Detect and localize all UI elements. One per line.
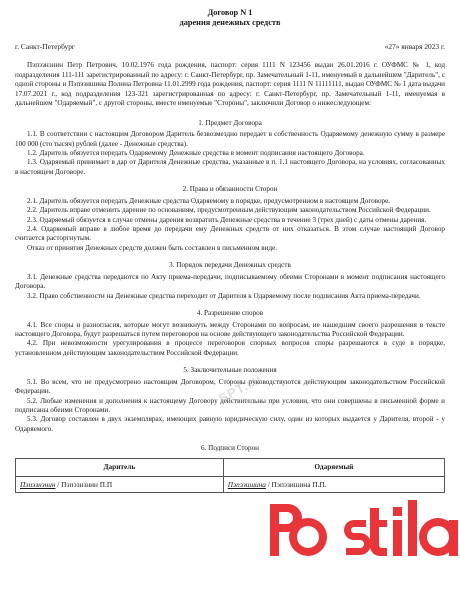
section-paragraph: 2.1. Даритель обязуется передать Денежные средства Одаряемому в порядке, предусмотренном в настоящем Договоре. — [27, 196, 391, 205]
donee-signature: Пэпэзишина — [227, 480, 266, 490]
section-heading: 3. Порядок передачи Денежных средств — [169, 261, 291, 270]
section-paragraph: Отказ от принятия Денежных средств должен быть составлен в письменном виде. — [27, 243, 278, 252]
section-paragraph: 1.2. Даритель обязуется передать Одаряемому Денежные средства в момент подписания настоящего Договора. — [27, 148, 365, 157]
section-heading: 1. Предмет Договора — [198, 118, 262, 127]
postila-logo — [262, 480, 460, 602]
donee-name: / Пэпэзишина П.П. — [265, 480, 327, 490]
section-paragraph: 4.1. Все споры и разногласия, которые могут возникнуть между Сторонами по вопросам, не нашедшим своего разрешения в тексте настоящего Договора, будут разрешаться путем переговоров на основе действующего законодательства Российской Федерации. — [15, 320, 445, 338]
section-heading: 4. Разрешение споров — [196, 309, 264, 318]
section-paragraph: 1.3. Одаряемый принимает в дар от Дарителя Денежные средства, указанные в п. 1.1 настоящего Договора, на условиях, согласованных в настоящем Договоре. — [15, 158, 445, 176]
donor-header: Даритель — [16, 458, 224, 476]
sections — [15, 119, 445, 435]
donor-signature-cell — [16, 476, 224, 492]
section-paragraph: 2.4. Одаряемый вправе в любое время до передачи ему Денежных средств от них отказаться. В этом случае настоящий Договор считается расторгнутым. — [15, 225, 445, 243]
section-paragraph: 1.1. В соответствии с настоящим Договором Даритель безвозмездно передает в собственность Одаряемому денежную сумму в размере 100 000 (сто тысяч) рублей (далее - Денежные средства). — [15, 130, 445, 148]
section-paragraph: 3.1. Денежные средства передаются по Акту приема-передачи, подписываемому обеими Сторонами в момент подписания настоящего Договора. — [15, 272, 445, 291]
document-title: Договор N 1 — [207, 8, 253, 17]
section-paragraph: 5.3. Договор составлен в двух экземплярах, имеющих равную юридическую силу, один из которых выдается у Дарителя, второй - у Одаряемого. — [15, 415, 445, 433]
section-paragraph: 2.3. Одаряемый обязуется в случае отмены дарения возвратить Денежные средства в течение 3 (трех дней) с даты отмены дарения. — [27, 215, 427, 224]
section-heading: 5. Заключительные положения — [183, 366, 277, 375]
city-date-line — [15, 42, 445, 52]
signatures-heading: 6. Подписи Сторон — [201, 444, 259, 453]
donor-name: / Пэпэзнзнин П.П — [55, 480, 113, 490]
document-subtitle: дарения денежных средств — [179, 18, 281, 28]
section-paragraph: 5.1. Во всем, что не предусмотрено настоящим Договором, Стороны руководствуются действующим законодательством Российской Федерации. — [15, 377, 445, 396]
city: г. Санкт-Петербург — [15, 41, 75, 51]
section-heading: 2. Права и обязанности Сторон — [182, 185, 278, 194]
section-paragraph: 4.2. При невозможности урегулирования в процессе переговоров спорных вопросов споры разрешаются в суде в порядке, установленном действующим законодательством Российской Федерации. — [15, 339, 445, 357]
contract-date: «27» января 2023 г. — [384, 41, 445, 51]
watermark: SPT.ru — [215, 370, 265, 406]
section-paragraph: 5.2. Любые изменения и дополнения к настоящему Договору действительны при условии, что они совершены в письменной форме и подписаны обеими Сторонами. — [15, 396, 445, 415]
section-paragraph: 2.2. Даритель вправе отменить дарение по основаниям, предусмотренным действующим законодательством Российской Федерации. — [27, 206, 431, 215]
section-paragraph: 3.2. Право собственности на Денежные средства переходит от Дарителя к Одаряемому после подписания Акта приема-передачи. — [27, 291, 421, 300]
intro-paragraph: Пэпэзнзнин Петр Петрович, 10.02.1976 года рождения, паспорт: серия 1111 N 123456 выдан 26.01.2016 г. ОУФМС № 1, код подразделения 111-111 зарегистрированный по адресу: г. Санкт-Петербург, пр. Замечательный 1-11, именуемый в дальнейшем "Даритель", с одной стороны и Пэпэзишина Полина Петровна 11.01.2999 года рождения, паспорт: серия 1111 N 11111111, выдан ОУФМС № 1 дата выдачи 17.07.2021 г., код подразделения 123-321 зарегистрированная по адресу: г. Санкт-Петербург, пр. Замечательный 1-11, именуемая в дальнейшем "Одаряемый", с другой стороны, вместе именуемые "Стороны", заключили Договор о нижеследующем: — [15, 61, 445, 108]
donor-signature: Пэпэзнзнин — [20, 480, 56, 490]
donee-header: Одаряемый — [223, 458, 444, 476]
